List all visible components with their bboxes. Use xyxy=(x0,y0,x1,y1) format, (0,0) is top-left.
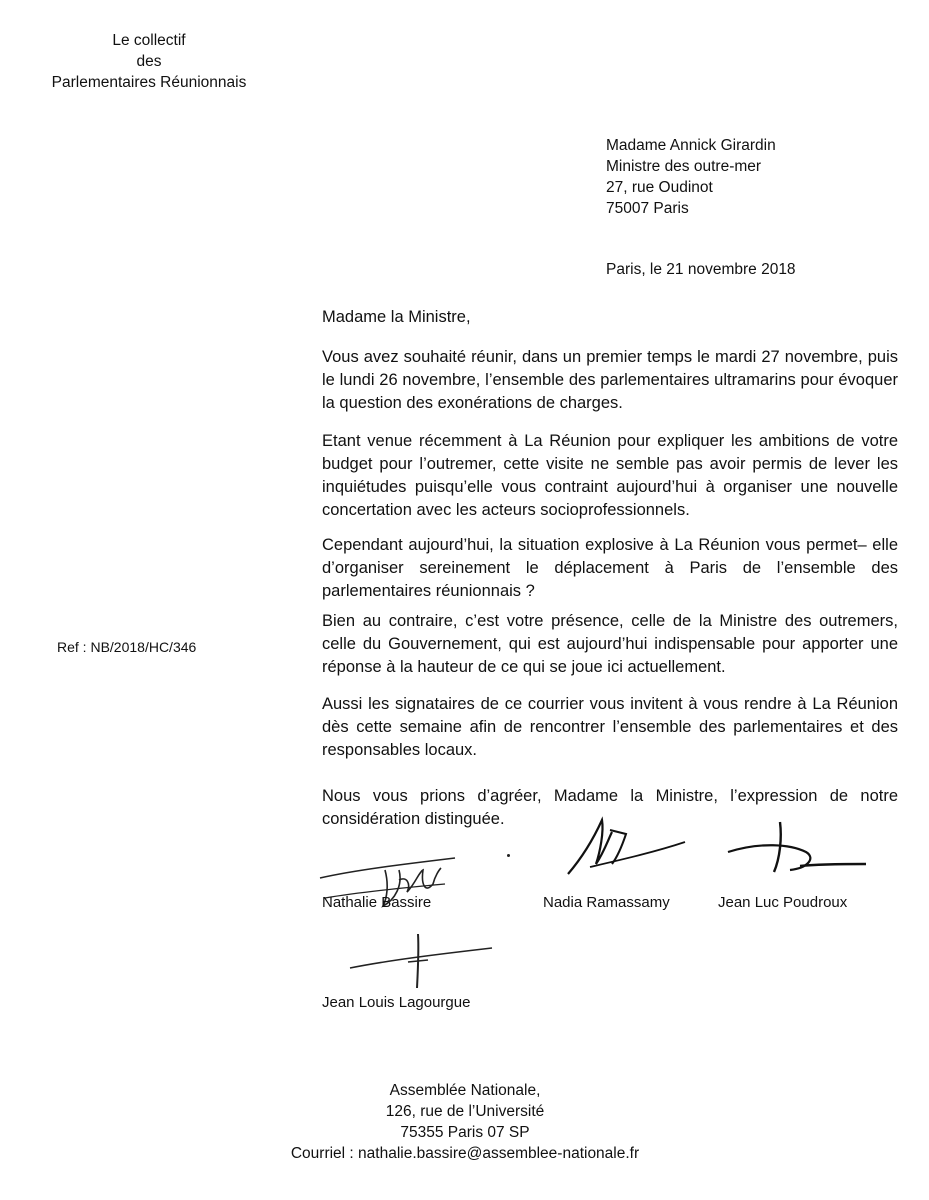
footer-address xyxy=(200,1080,730,1164)
sender-line-3: Parlementaires Réunionnais xyxy=(51,74,247,91)
signatory-name: Jean Louis Lagourgue xyxy=(322,994,471,1011)
footer-email: Courriel : nathalie.bassire@assemblee-nationale.fr xyxy=(290,1145,640,1162)
signature-ramassamy-drawing xyxy=(560,812,690,882)
sender-block xyxy=(20,30,278,93)
recipient-title: Ministre des outre-mer xyxy=(606,158,762,175)
sender-line-2: des xyxy=(136,53,162,70)
recipient-city: 75007 Paris xyxy=(606,200,689,217)
salutation: Madame la Ministre, xyxy=(322,308,471,326)
recipient-street: 27, rue Oudinot xyxy=(606,179,713,196)
recipient-address xyxy=(606,135,776,219)
closing-paragraph: Nous vous prions d’agréer, Madame la Ministre, l’expression de notre considération distinguée. xyxy=(322,787,898,828)
signatory-name: Nadia Ramassamy xyxy=(543,894,670,911)
footer-line-2: 126, rue de l’Université xyxy=(385,1103,545,1120)
paragraph-2: Etant venue récemment à La Réunion pour expliquer les ambitions de votre budget pour l’outremer, cette visite ne semble pas avoir permis de lever les inquiétudes puisqu’elle vous contraint aujourd’hui à organiser une nouvelle concertation avec les acteurs socioprofessionnels. xyxy=(322,432,898,519)
paragraph-4: Bien au contraire, c’est votre présence, celle de la Ministre des outremers, celle du Gouvernement, qui est aujourd’hui indispensable pour apporter une réponse à la hauteur de ce qui se joue ici actuellement. xyxy=(322,612,898,676)
paragraph-3: Cependant aujourd’hui, la situation explosive à La Réunion vous permet– elle d’organiser sereinement le déplacement à Paris de l’ensemble des parlementaires réunionnais ? xyxy=(322,536,898,600)
paragraph-5: Aussi les signataires de ce courrier vous invitent à vous rendre à La Réunion dès cette semaine afin de rencontrer l’ensemble des parlementaires et des responsables locaux. xyxy=(322,695,898,759)
ink-dot xyxy=(507,854,510,857)
sender-line-1: Le collectif xyxy=(112,32,186,49)
letter-date: Paris, le 21 novembre 2018 xyxy=(606,261,796,278)
signature-lagourgue-drawing xyxy=(340,932,500,992)
signature-poudroux-drawing xyxy=(720,818,870,888)
signatory-name: Nathalie Bassire xyxy=(322,894,432,911)
recipient-name: Madame Annick Girardin xyxy=(606,137,776,154)
footer-line-1: Assemblée Nationale, xyxy=(389,1082,541,1099)
footer-line-3: 75355 Paris 07 SP xyxy=(400,1124,530,1141)
paragraph-1: Vous avez souhaité réunir, dans un premier temps le mardi 27 novembre, puis le lundi 26 novembre, l’ensemble des parlementaires ultramarins pour évoquer la question des exonérations de charges. xyxy=(322,348,898,412)
reference-number: Ref : NB/2018/HC/346 xyxy=(57,639,197,655)
signatory-name: Jean Luc Poudroux xyxy=(718,894,848,911)
